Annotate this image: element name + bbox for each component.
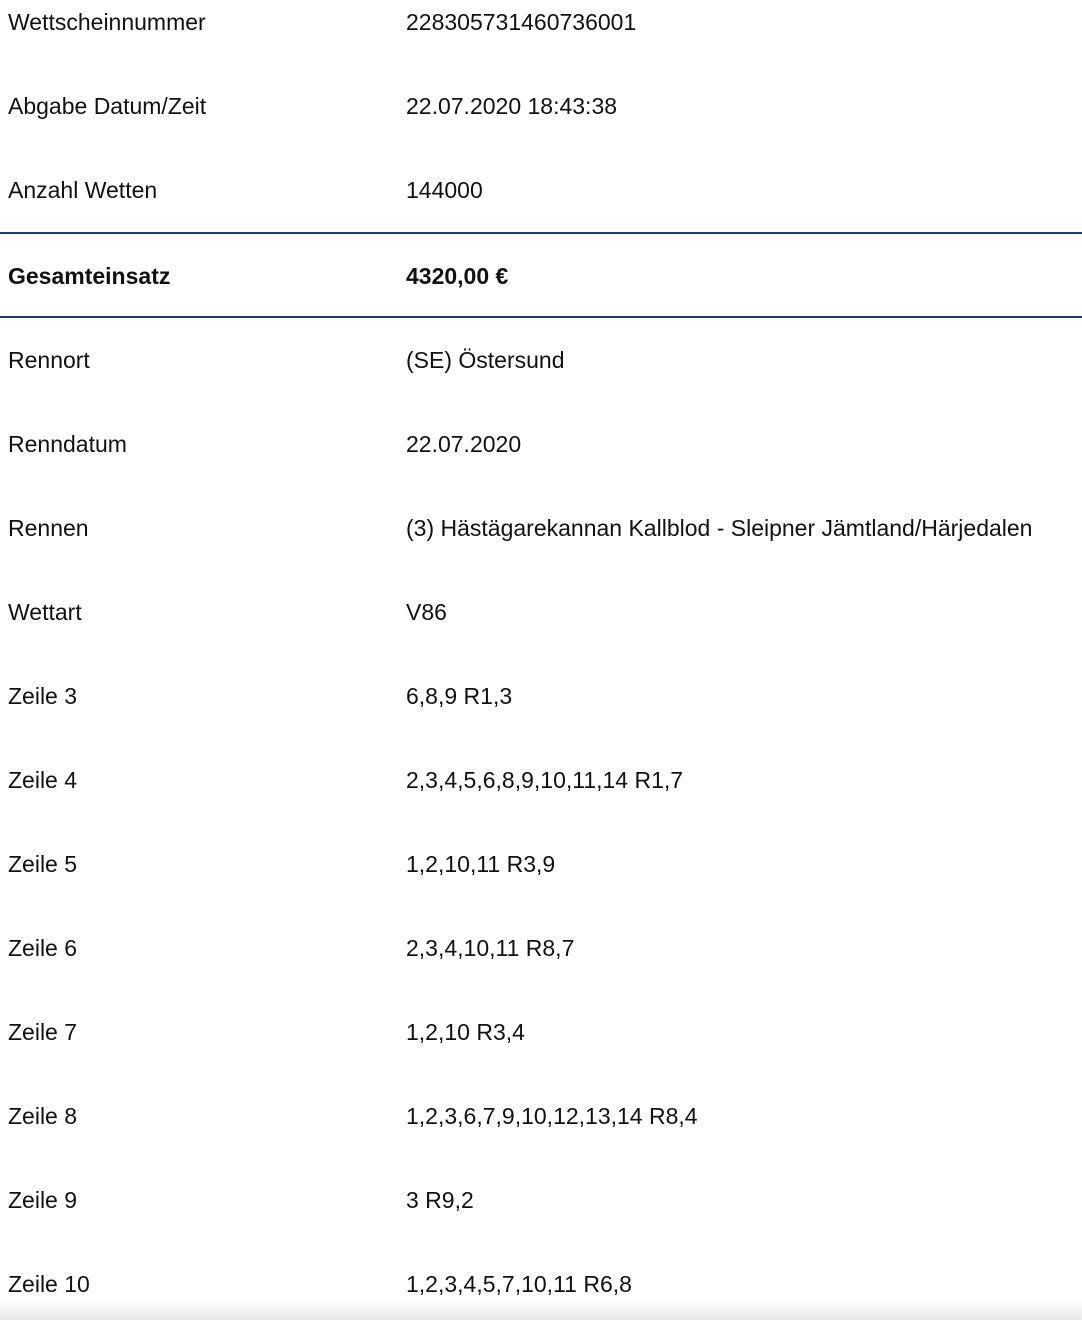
ticket-number-value: 228305731460736001 <box>406 9 637 35</box>
total-stake-row <box>0 232 1082 318</box>
race-name-label: Rennen <box>8 515 89 541</box>
selection-line-label: Zeile 8 <box>8 1103 78 1129</box>
bet-count-value: 144000 <box>406 177 483 203</box>
race-name-row <box>0 486 1082 570</box>
selection-line-value: 2,3,4,5,6,8,9,10,11,14 R1,7 <box>406 767 684 793</box>
race-date-label: Renndatum <box>8 431 127 457</box>
selection-line-label: Zeile 7 <box>8 1019 78 1045</box>
selection-line-row <box>0 1158 1082 1242</box>
selection-line-value: 1,2,3,6,7,9,10,12,13,14 R8,4 <box>406 1103 698 1129</box>
selection-line-row <box>0 738 1082 822</box>
selection-line-label: Zeile 10 <box>8 1271 90 1297</box>
bet-count-row <box>0 168 1082 232</box>
bet-type-label: Wettart <box>8 599 82 625</box>
selection-line-label: Zeile 5 <box>8 851 78 877</box>
total-stake-label: Gesamteinsatz <box>8 263 171 289</box>
bet-count-label: Anzahl Wetten <box>8 177 158 203</box>
selection-line-row <box>0 990 1082 1074</box>
bet-type-row <box>0 570 1082 654</box>
selection-line-row <box>0 654 1082 738</box>
selection-line-row <box>0 1074 1082 1158</box>
race-date-value: 22.07.2020 <box>406 431 522 457</box>
selection-line-value: 1,2,3,4,5,7,10,11 R6,8 <box>406 1271 632 1297</box>
selection-line-value: 1,2,10,11 R3,9 <box>406 851 556 877</box>
total-stake-value: 4320,00 € <box>406 263 509 289</box>
selection-line-row <box>0 822 1082 906</box>
race-name-value: (3) Hästägarekannan Kallblod - Sleipner Jämtland/Härjedalen <box>406 515 1033 541</box>
selection-line-row <box>0 1242 1082 1326</box>
bet-type-value: V86 <box>406 599 447 625</box>
ticket-number-label: Wettscheinnummer <box>8 9 206 35</box>
selection-line-label: Zeile 6 <box>8 935 78 961</box>
selection-line-label: Zeile 9 <box>8 1187 78 1213</box>
selection-line-value: 2,3,4,10,11 R8,7 <box>406 935 575 961</box>
selection-line-value: 1,2,10 R3,4 <box>406 1019 525 1045</box>
submission-datetime-label: Abgabe Datum/Zeit <box>8 93 207 119</box>
race-location-value: (SE) Östersund <box>406 347 565 373</box>
selection-line-label: Zeile 4 <box>8 767 78 793</box>
race-date-row <box>0 402 1082 486</box>
submission-datetime-value: 22.07.2020 18:43:38 <box>406 93 618 119</box>
race-location-row <box>0 318 1082 402</box>
selection-line-label: Zeile 3 <box>8 683 78 709</box>
selection-line-value: 3 R9,2 <box>406 1187 474 1213</box>
selection-line-value: 6,8,9 R1,3 <box>406 683 513 709</box>
race-location-label: Rennort <box>8 347 90 373</box>
selection-line-row <box>0 906 1082 990</box>
ticket-number-row <box>0 0 1082 84</box>
submission-datetime-row <box>0 84 1082 168</box>
